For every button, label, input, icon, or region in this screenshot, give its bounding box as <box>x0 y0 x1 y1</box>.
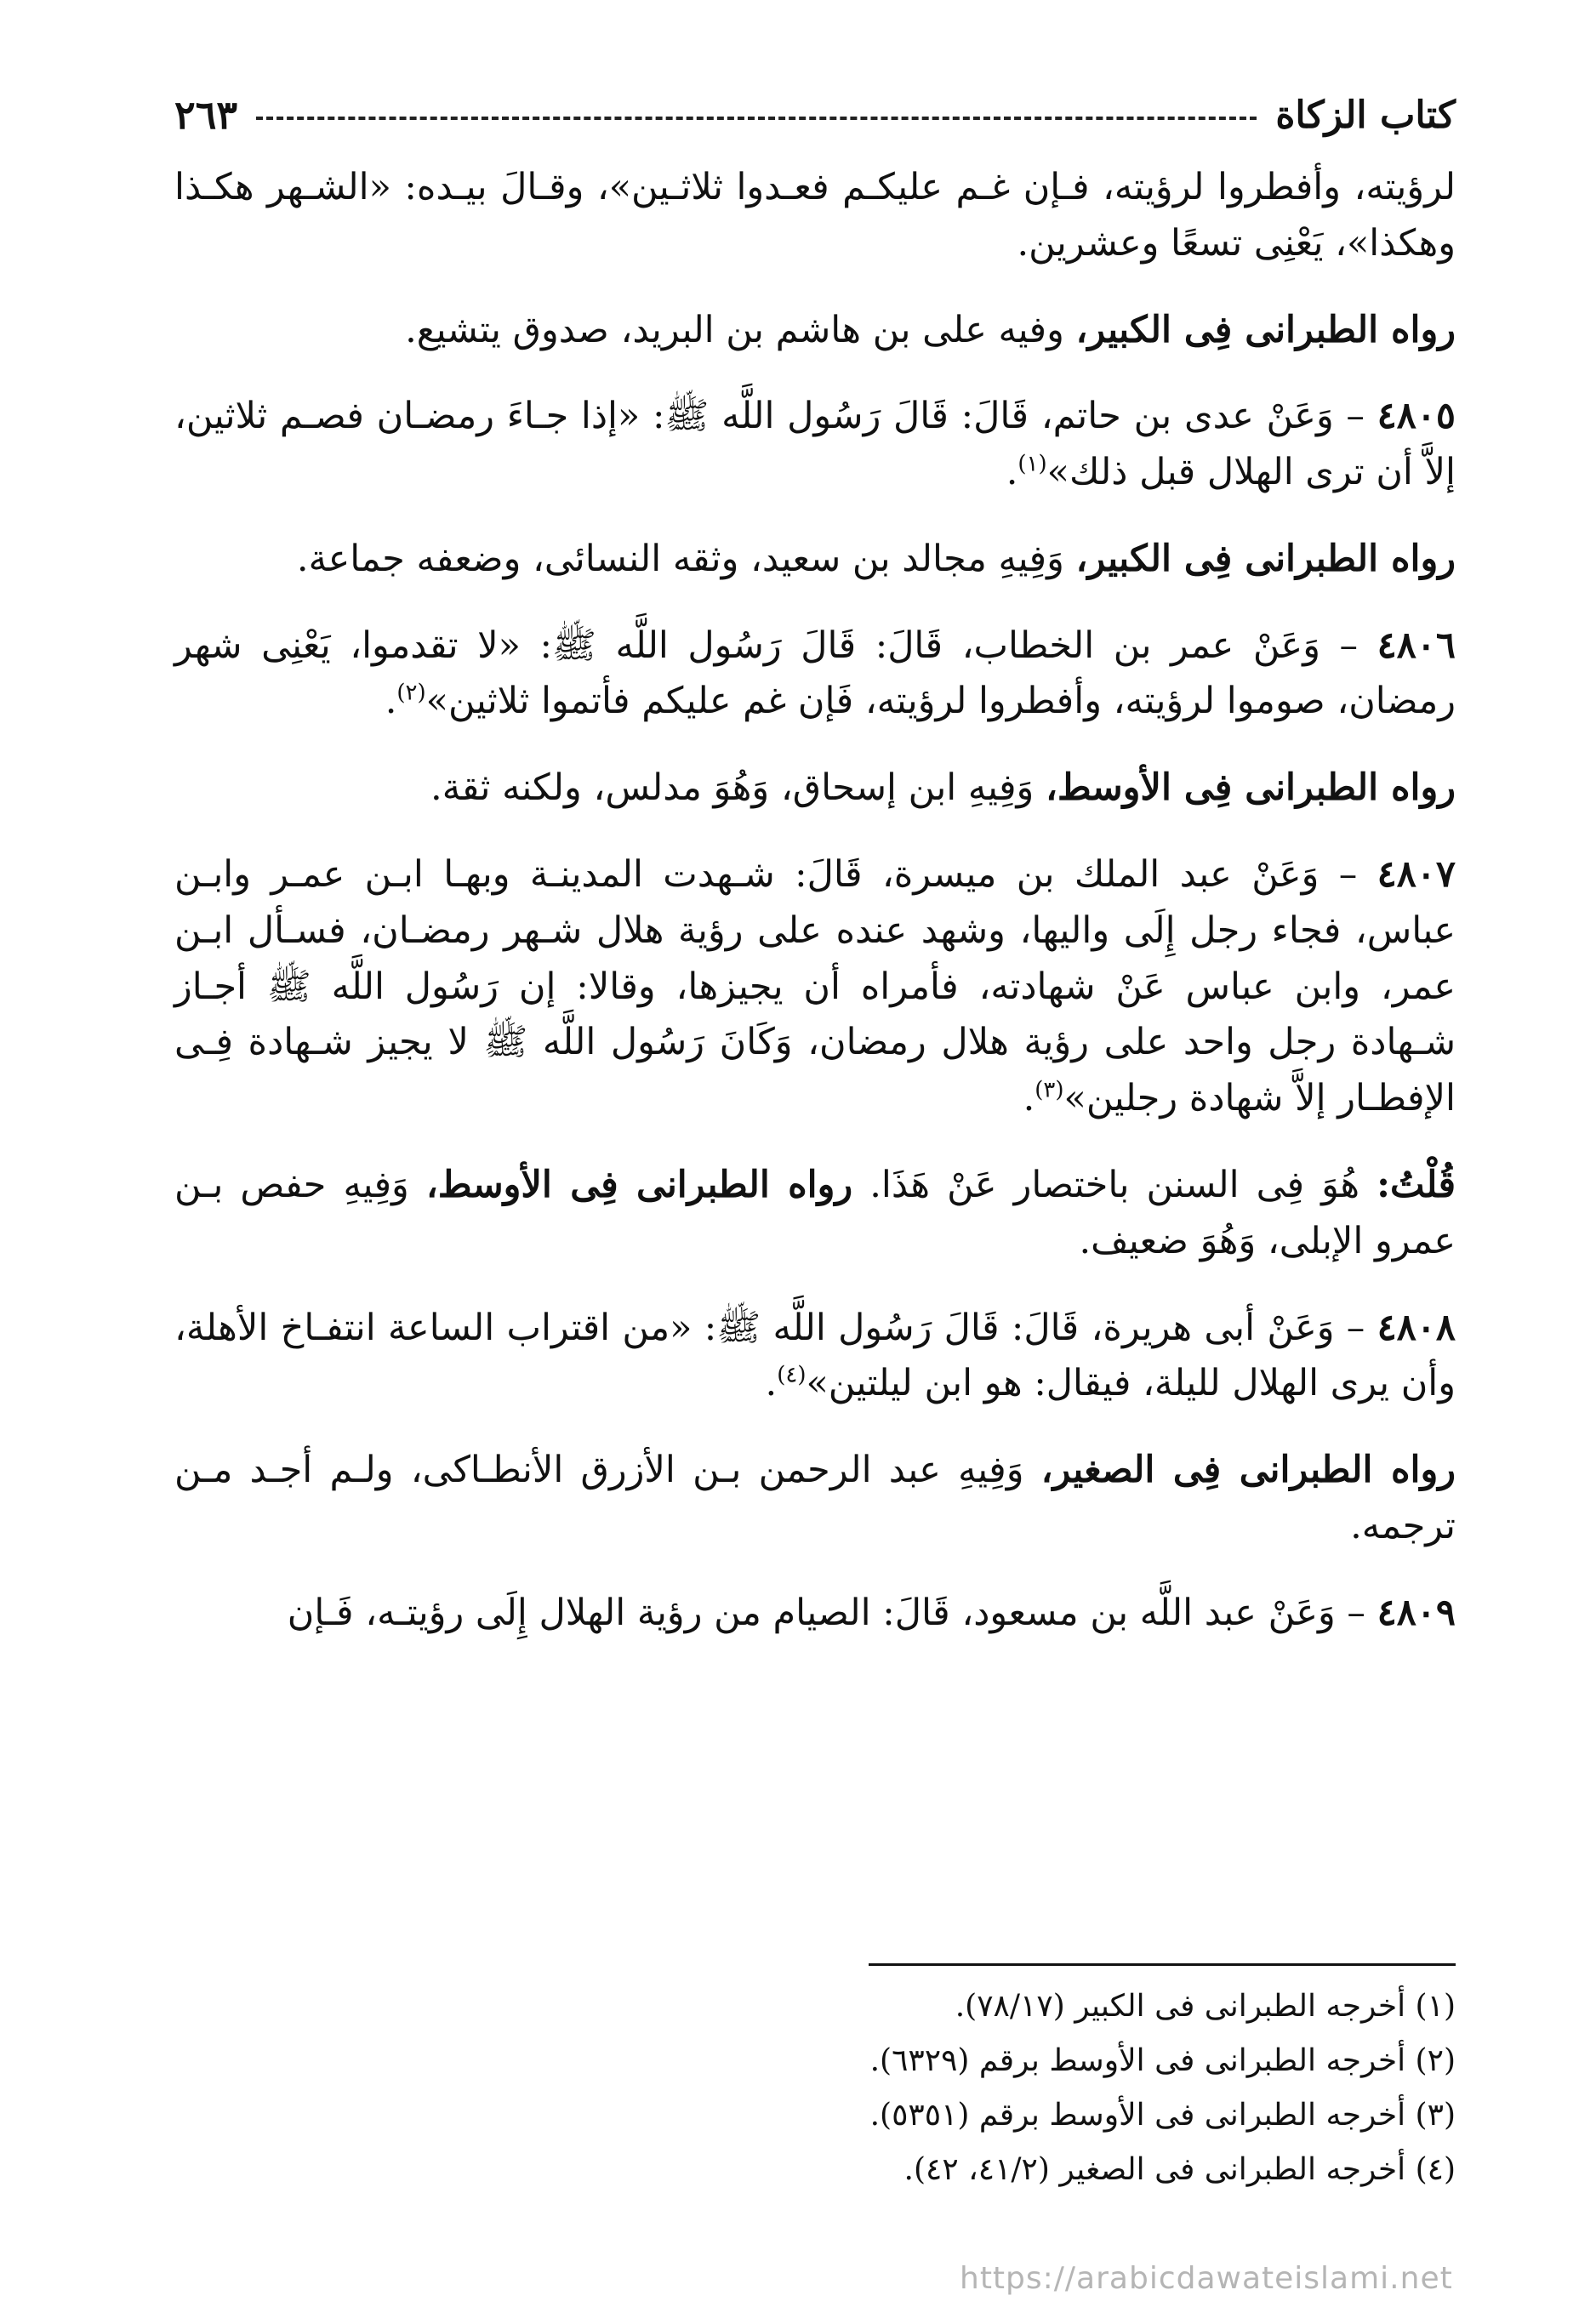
footnote-ref: (١) <box>1017 451 1047 477</box>
source-note: رواه الطبرانى فِى الكبير، وَفِيهِ مجالد بن سعيد، وثقه النسائى، وضعفه جماعة. <box>296 537 1456 580</box>
watermark-url: https://arabicdawateislami.net <box>960 2261 1453 2296</box>
paragraph-continuation: لرؤيته، وأفطروا لرؤيته، فـإن غـم عليكـم فعـدوا ثلاثـين»، وقـالَ بيـده: «الشـهر هكـذا وهكذا»، يَعْنِى تسعًا وعشرين. <box>174 166 1456 265</box>
hadith-4806: ٤٨٠٦ – وَعَنْ عمر بن الخطاب، قَالَ: قَالَ رَسُول اللَّه ﷺ: «لا تقدموا، يَعْنِى شهر رمضان، صوموا لرؤيته، وأفطروا لرؤيته، فَإن غم عليكم فأتموا ثلاثين»$^{(٢)}$. <box>174 624 1456 723</box>
page-header <box>174 85 1456 145</box>
footnote-ref: (٣) <box>1035 1077 1064 1103</box>
qultu-label: قُلْتُ: <box>1377 1163 1456 1206</box>
hadith-4807: ٤٨٠٧ – وَعَنْ عبد الملك بن ميسرة، قَالَ: شـهدت المدينـة وبهـا ابـن عمـر وابـن عباس، فجاء رجل إِلَى واليها، وشهد عنده على رؤية هلال شـهر رمضـان، فسـأل ابـن عمر، وابن عباس عَنْ شهادته، فأمراه أن يجيزها، وقالا: إن رَسُول اللَّه ﷺ أجـاز شـهادة رجل واحد على رؤية هلال رمضان، وَكَانَ رَسُول اللَّه ﷺ لا يجيز شـهادة فِـى الإفطـار إلاَّ شهادة رجلين»$^{(٣)}$. <box>174 853 1456 1120</box>
hadith-4809: ٤٨٠٩ – وَعَنْ عبد اللَّه بن مسعود، قَالَ: الصيام من رؤية الهلال إِلَى رؤيتـه، فَـإن <box>287 1591 1456 1634</box>
chapter-title: كتاب الزكاة <box>1275 93 1456 137</box>
hadith-4805: ٤٨٠٥ – وَعَنْ عدى بن حاتم، قَالَ: قَالَ رَسُول اللَّه ﷺ: «إذا جـاءَ رمضـان فصـم ثلاثين، إلاَّ أن ترى الهلال قبل ذلك»$^{(١)}$. <box>174 395 1456 494</box>
source-note: رواه الطبرانى فِى الصغير، وَفِيهِ عبد الرحمن بـن الأزرق الأنطـاكى، ولـم أجـد مـن ترجمه. <box>174 1449 1456 1547</box>
source-citation: رواه الطبرانى فِى الأوسط، <box>1045 766 1456 810</box>
hadith-number: ٤٨٠٩ <box>1377 1591 1456 1634</box>
source-note: رواه الطبرانى فِى الأوسط، وَفِيهِ ابن إسحاق، وَهُوَ مدلس، ولكنه ثقة. <box>430 766 1456 810</box>
footnote-item: (٢) أخرجه الطبرانى فى الأوسط برقم (٦٣٢٩). <box>869 2043 1456 2078</box>
footnote-item: (٤) أخرجه الطبرانى فى الصغير (٤١/٢، ٤٢). <box>903 2152 1456 2187</box>
footnote-item: (٣) أخرجه الطبرانى فى الأوسط برقم (٥٣٥١). <box>869 2098 1456 2133</box>
footnote-ref: (٢) <box>396 681 426 707</box>
hadith-number: ٤٨٠٦ <box>1377 624 1456 667</box>
source-citation: رواه الطبرانى فِى الكبير، <box>1075 537 1456 580</box>
source-citation: رواه الطبرانى فِى الكبير، <box>1075 308 1456 351</box>
page-number: ٢٦٣ <box>174 92 238 138</box>
footnote-ref: (٤) <box>777 1362 807 1388</box>
header-rule <box>256 117 1257 120</box>
main-text <box>174 160 1456 1882</box>
hadith-number: ٤٨٠٨ <box>1377 1306 1456 1349</box>
hadith-number: ٤٨٠٧ <box>1377 853 1456 897</box>
footnote-separator <box>869 1963 1456 1966</box>
source-note: رواه الطبرانى فِى الكبير، وفيه على بن هاشم بن البريد، صدوق يتشيع. <box>405 308 1456 351</box>
footnote-item: (١) أخرجه الطبرانى فى الكبير (٧٨/١٧). <box>955 1989 1456 2024</box>
source-citation: رواه الطبرانى فِى الأوسط، <box>425 1163 853 1206</box>
footnotes <box>174 1984 1456 2202</box>
hadith-4808: ٤٨٠٨ – وَعَنْ أبى هريرة، قَالَ: قَالَ رَسُول اللَّه ﷺ: «من اقتراب الساعة انتفـاخ الأهلة، وأن يرى الهلال لليلة، فيقال: هو ابن ليلتين»$^{(٤)}$. <box>174 1306 1456 1405</box>
commentary-note: قُلْتُ: هُوَ فِى السنن باختصار عَنْ هَذَا. رواه الطبرانى فِى الأوسط، وَفِيهِ حفص بـن عمرو الإبلى، وَهُوَ ضعيف. <box>174 1163 1456 1262</box>
source-citation: رواه الطبرانى فِى الصغير، <box>1040 1449 1456 1492</box>
hadith-number: ٤٨٠٥ <box>1377 395 1456 438</box>
